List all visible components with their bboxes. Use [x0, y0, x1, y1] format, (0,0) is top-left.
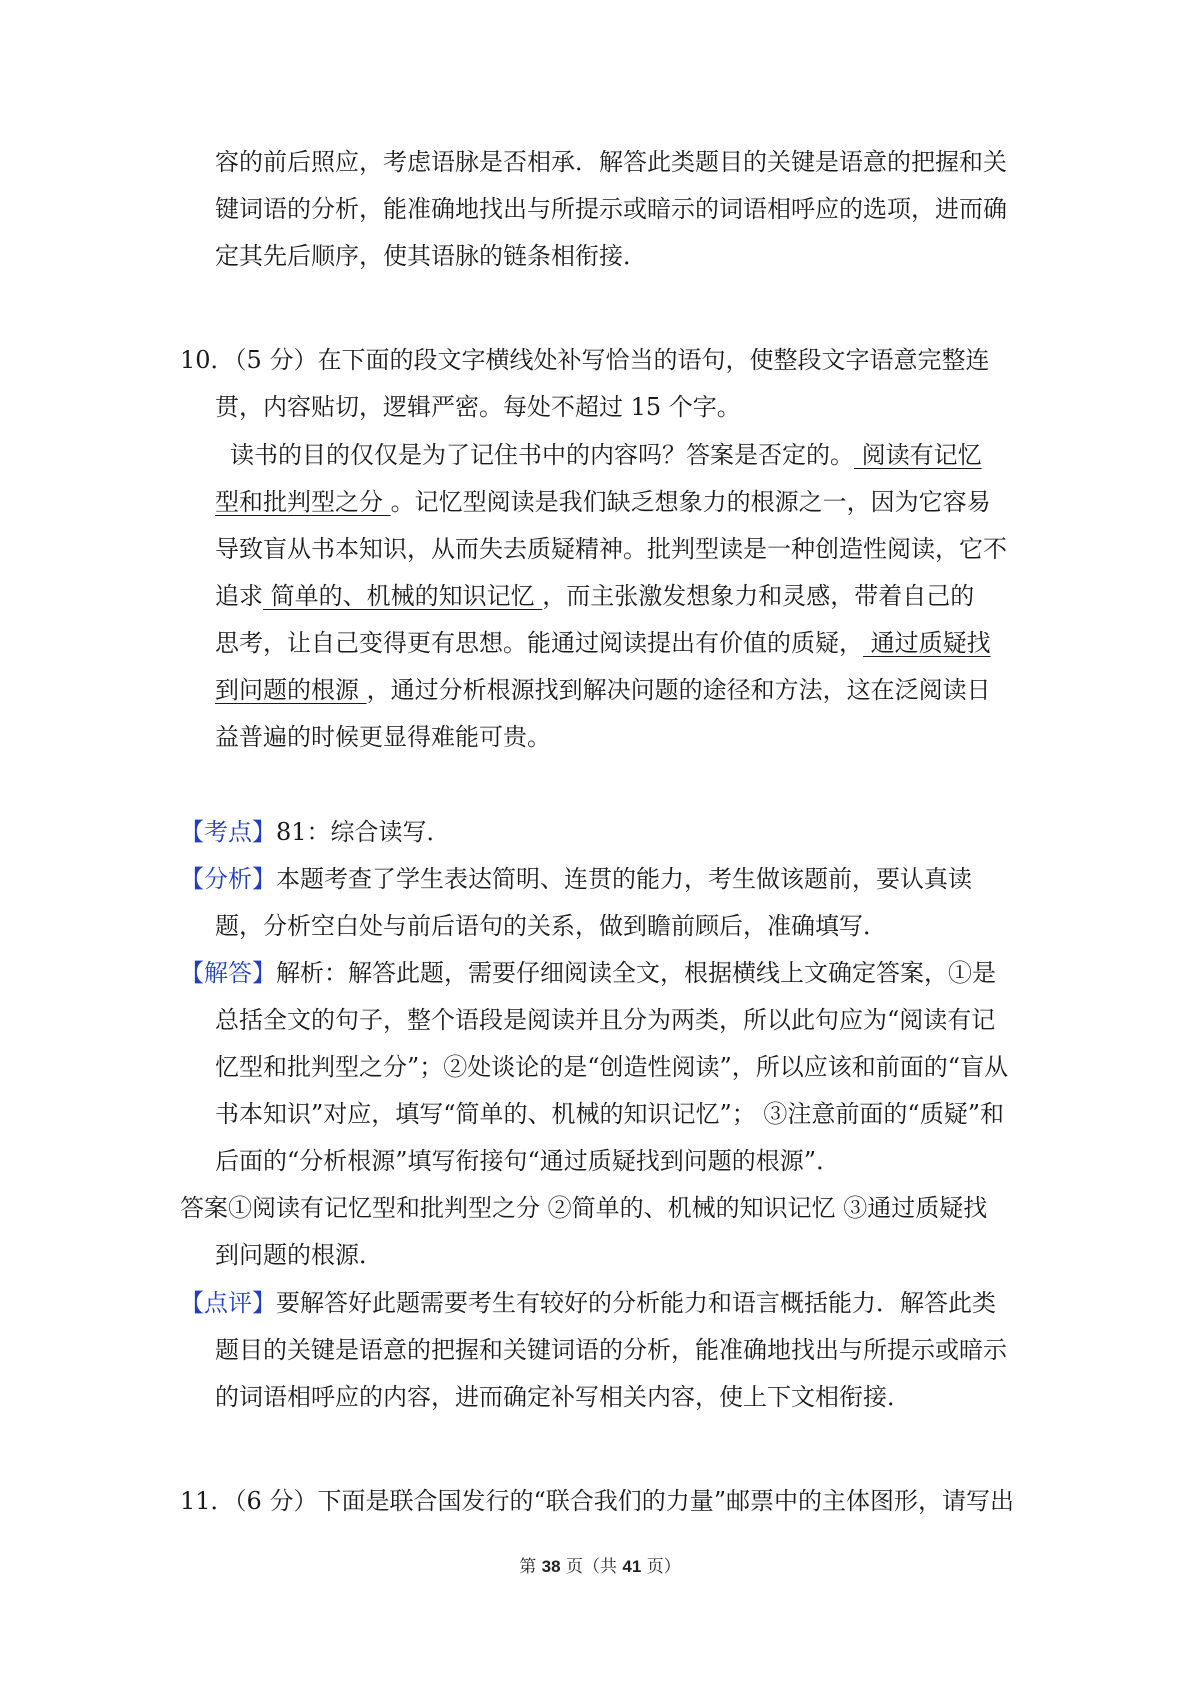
- answer-blank-3: 通过质疑找: [863, 629, 991, 657]
- question-number: 11．: [180, 1487, 235, 1515]
- answer-line-2: 到问题的根源．: [215, 1241, 383, 1269]
- answer-blank-1-cont: 型和批判型之分: [215, 488, 391, 516]
- dianping-text: 要解答好此题需要考生有较好的分析能力和语言概括能力．解答此类: [276, 1289, 996, 1317]
- total-page-count: 41: [622, 1557, 642, 1576]
- passage-text: 思考，让自己变得更有思想。能通过阅读提出有价值的质疑，: [215, 629, 863, 657]
- kaodian-section: [180, 817, 451, 847]
- dianping-line-3: 的词语相呼应的内容，进而确定补写相关内容，使上下文相衔接．: [215, 1383, 911, 1411]
- question-number: 10．: [180, 346, 235, 374]
- dianping-section: [180, 1288, 996, 1318]
- dianping-label: 【点评】: [180, 1289, 276, 1317]
- passage-line-2: [215, 487, 991, 517]
- jieda-line-4: 书本知识”对应，填写“简单的、机械的知识记忆”； ③注意前面的“质疑”和: [215, 1100, 1004, 1128]
- passage-line-6: [215, 675, 991, 705]
- prev-line-3: 定其先后顺序，使其语脉的链条相衔接．: [215, 242, 647, 270]
- passage-line-7: 益普遍的时候更显得难能可贵。: [215, 723, 551, 751]
- footer-text: 页）: [641, 1557, 681, 1577]
- current-page-number: 38: [541, 1557, 561, 1576]
- answer-blank-3-cont: 到问题的根源: [215, 676, 367, 704]
- passage-text: 追求: [215, 582, 263, 610]
- passage-text: ，而主张激发想象力和灵感，带着自己的: [542, 582, 975, 610]
- passage-text: 。记忆型阅读是我们缺乏想象力的根源之一，因为它容易: [390, 488, 991, 516]
- page-footer: [0, 1556, 1200, 1578]
- footer-text: 第: [519, 1557, 542, 1577]
- footer-text: 页（共: [560, 1557, 623, 1577]
- jieda-label: 【解答】: [180, 959, 276, 987]
- fenxi-text: 本题考查了学生表达简明、连贯的能力，考生做该题前，要认真读: [276, 865, 972, 893]
- jieda-line-3: 忆型和批判型之分”；②处谈论的是“创造性阅读”，所以应该和前面的“盲从: [215, 1053, 1009, 1081]
- fenxi-line-2: 题，分析空白处与前后语句的关系，做到瞻前顾后，准确填写．: [215, 912, 887, 940]
- passage-line-1: [230, 440, 982, 470]
- kaodian-text: 81：综合读写．: [276, 818, 451, 846]
- passage-line-5: [215, 628, 991, 658]
- question-stem: （5 分）在下面的段文字横线处补写恰当的语句，使整段文字语意完整连: [234, 346, 990, 374]
- answer-blank-2: 简单的、机械的知识记忆: [263, 582, 543, 610]
- jieda-line-5: 后面的“分析根源”填写衔接句“通过质疑找到问题的根源”．: [215, 1147, 841, 1175]
- question-11-stem-line-1: [180, 1486, 1014, 1516]
- jieda-line-2: 总括全文的句子，整个语段是阅读并且分为两类，所以此句应为“阅读有记: [215, 1006, 996, 1034]
- dianping-line-2: 题目的关键是语意的把握和关键词语的分析，能准确地找出与所提示或暗示: [215, 1336, 1007, 1364]
- question-10-stem-line-1: [180, 345, 989, 375]
- answer-blank-1: 阅读有记忆: [854, 441, 982, 469]
- fenxi-section: [180, 864, 972, 894]
- passage-text: 读书的目的仅仅是为了记住书中的内容吗？答案是否定的。: [230, 441, 854, 469]
- fenxi-label: 【分析】: [180, 865, 276, 893]
- kaodian-label: 【考点】: [180, 818, 276, 846]
- passage-line-4: [215, 581, 974, 611]
- prev-line-1: 容的前后照应，考虑语脉是否相承．解答此类题目的关键是语意的把握和关: [215, 148, 1007, 176]
- passage-text: ，通过分析根源找到解决问题的途径和方法，这在泛阅读日: [366, 676, 991, 704]
- question-10-stem-line-2: 贯，内容贴切，逻辑严密。每处不超过 15 个字。: [215, 393, 741, 421]
- prev-line-2: 键词语的分析，能准确地找出与所提示或暗示的词语相呼应的选项，进而确: [215, 195, 1007, 223]
- jieda-section: [180, 958, 996, 988]
- question-stem: （6 分）下面是联合国发行的“联合我们的力量”邮票中的主体图形，请写出: [234, 1487, 1014, 1515]
- answer-line-1: 答案①阅读有记忆型和批判型之分 ②简单的、机械的知识记忆 ③通过质疑找: [180, 1194, 988, 1222]
- passage-line-3: 导致盲从书本知识，从而失去质疑精神。批判型读是一种创造性阅读，它不: [215, 535, 1007, 563]
- jieda-text: 解析：解答此题，需要仔细阅读全文，根据横线上文确定答案，①是: [276, 959, 996, 987]
